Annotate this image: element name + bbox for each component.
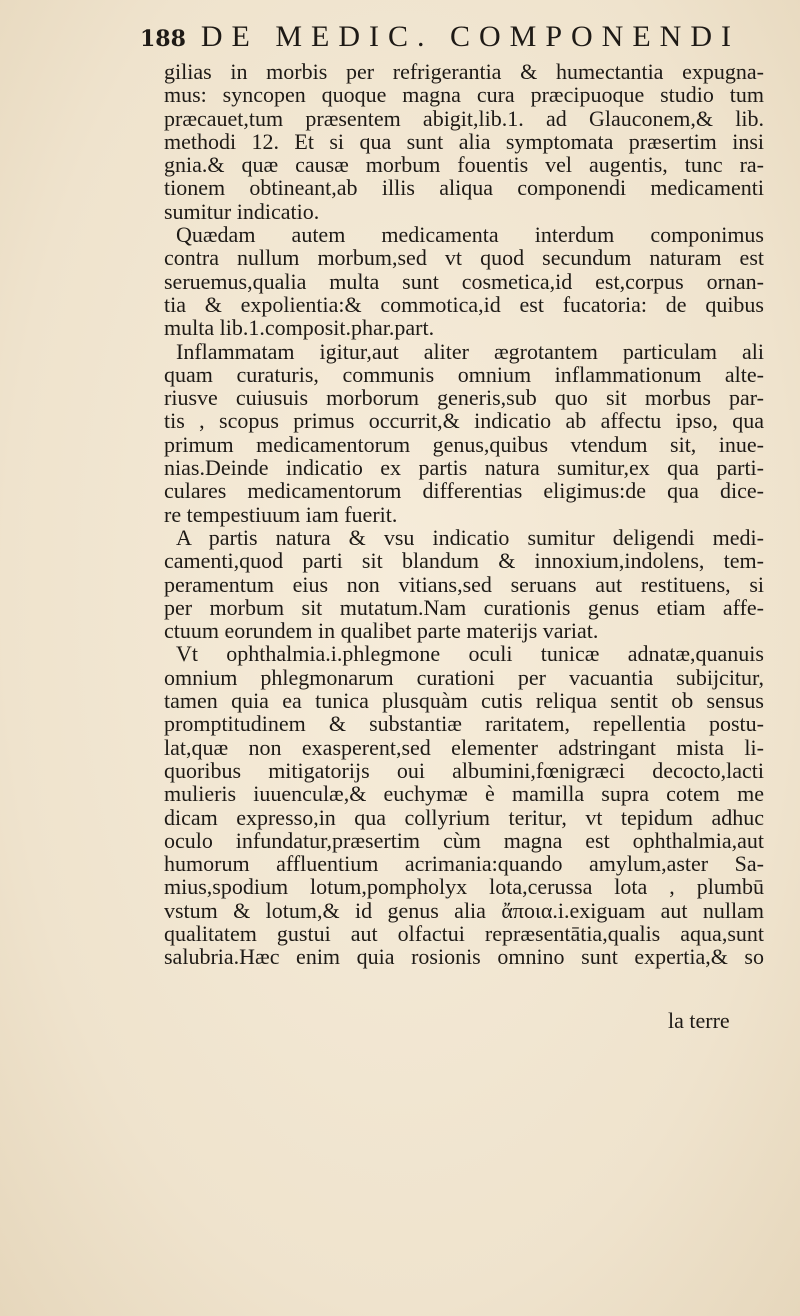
text-line: promptitudinem & substantiæ raritatem, repellentia postu- xyxy=(164,711,764,737)
text-line: humorum affluentium acrimania:quando amylum,aster Sa- xyxy=(164,851,764,877)
text-line: oculo infundatur,præsertim cùm magna est ophthalmia,aut xyxy=(164,827,764,853)
text-line: omnium phlegmonarum curationi per vacuantia subijcitur, xyxy=(164,664,764,690)
text-line: qualitatem gustui aut olfactui repræsentātia,qualis aqua,sunt xyxy=(164,920,764,946)
text-line: contra nullum morbum,sed vt quod secundum naturam est xyxy=(164,245,764,271)
body-text xyxy=(164,60,764,969)
text-line: ctuum eorundem in qualibet parte materijs variat. xyxy=(164,618,599,644)
text-line: quam curaturis, communis omnium inflammationum alte- xyxy=(164,361,764,387)
text-line: methodi 12. Et si qua sunt alia symptomata præsertim insi xyxy=(164,128,764,154)
text-line: quoribus mitigatorijs oui albumini,fœnigræci decocto,lacti xyxy=(164,757,764,783)
text-line: vstum & lotum,& id genus alia ἄποια.i.exiguam aut nullam xyxy=(164,897,764,923)
catchword: la terre xyxy=(668,1008,730,1033)
text-line: seruemus,qualia multa sunt cosmetica,id est,corpus ornan- xyxy=(164,268,764,294)
text-line: gilias in morbis per refrigerantia & humectantia expugna- xyxy=(164,59,764,84)
text-line: Vt ophthalmia.i.phlegmone oculi tunicæ adnatæ,quanuis xyxy=(176,641,764,667)
text-line: culares medicamentorum differentias eligimus:de qua dice- xyxy=(164,478,764,504)
text-line: per morbum sit mutatum.Nam curationis genus etiam affe- xyxy=(164,594,764,620)
text-line: præcauet,tum præsentem abigit,lib.1. ad Glauconem,& lib. xyxy=(164,105,764,131)
text-line: mulieris iuuenculæ,& euchymæ è mamilla supra cotem me xyxy=(164,781,764,807)
text-line: peramentum eius non vitians,sed seruans aut restituens, si xyxy=(164,571,764,597)
text-line: camenti,quod parti sit blandum & innoxium,indolens, tem- xyxy=(164,548,764,574)
text-line: sumitur indicatio. xyxy=(164,198,320,224)
page-number: 188 xyxy=(140,26,186,52)
text-line: multa lib.1.composit.phar.part. xyxy=(164,315,435,341)
text-line: tis , scopus primus occurrit,& indicatio ab affectu ipso, qua xyxy=(164,408,764,434)
text-line: nias.Deinde indicatio ex partis natura sumitur,ex qua parti- xyxy=(164,455,764,481)
text-line: dicam expresso,in qua collyrium teritur, vt tepidum adhuc xyxy=(164,804,764,830)
text-line: tionem obtineant,ab illis aliqua componendi medicamenti xyxy=(164,175,764,201)
text-line: Inflammatam igitur,aut aliter ægrotantem particulam ali xyxy=(176,338,764,364)
text-line: tia & expolientia:& commotica,id est fucatoria: de quibus xyxy=(164,291,764,317)
text-line: riusve cuiusuis morborum generis,sub quo sit morbus par- xyxy=(164,385,764,411)
page-header xyxy=(140,20,740,60)
text-line: mus: syncopen quoque magna cura præcipuoque studio tum xyxy=(164,82,764,108)
text-line: mius,spodium lotum,pompholyx lota,cerussa lota , plumbū xyxy=(164,874,764,900)
text-line: salubria.Hæc enim quia rosionis omnino sunt expertia,& so xyxy=(164,944,764,970)
text-line: Quædam autem medicamenta interdum componimus xyxy=(176,222,764,248)
text-line: lat,quæ non exasperent,sed elementer adstringant mista li- xyxy=(164,734,764,760)
text-line: tamen quia ea tunica plusquàm cutis reliqua sentit ob sensus xyxy=(164,688,764,714)
text-line: gnia.& quæ causæ morbum fouentis vel augentis, tunc ra- xyxy=(164,152,764,178)
text-line: primum medicamentorum genus,quibus vtendum sit, inue- xyxy=(164,431,764,457)
text-line: re tempestiuum iam fuerit. xyxy=(164,501,398,527)
text-line: A partis natura & vsu indicatio sumitur deligendi medi- xyxy=(176,524,764,550)
running-head: DE MEDIC. COMPONENDI xyxy=(200,20,740,53)
